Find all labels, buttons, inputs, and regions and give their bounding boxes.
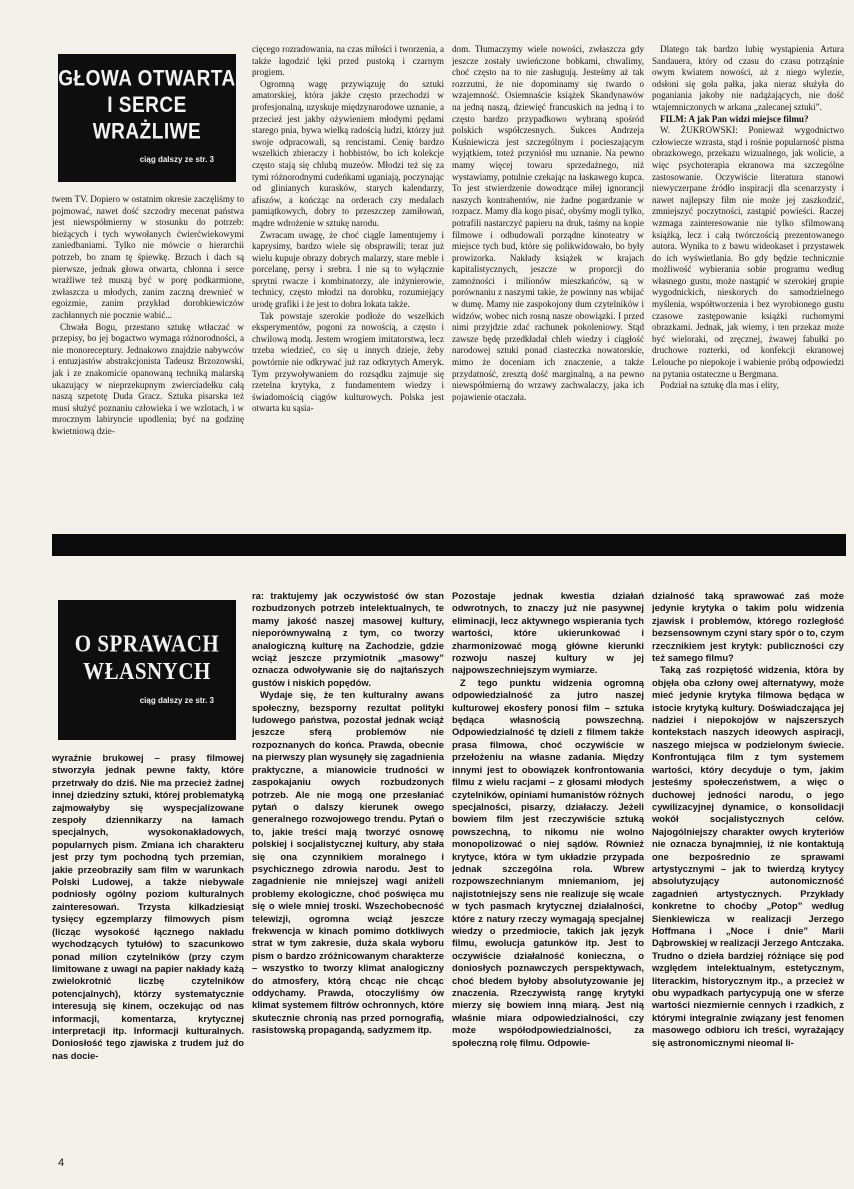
paragraph: Dlatego tak bardzo lubię wystąpienia Artura Sandauera, który od czasu do czasu potrząśnie owym kwiatem nowości, aż z niego wylezie, odsłoni się goła pałka, jaka nieraz służyła do poganiania jakoby nie nadążających, nie dość wtajemniczonych w arkana „zalecanej sztuki”. [652, 44, 844, 112]
column-2 [252, 590, 444, 1037]
paragraph: W. ŻUKROWSKI: Ponieważ wygodnictwo człowiecze wzrasta, stąd i rośnie popularność pisma obrazkowego, przekazu wizualnego, jak wolicie, a więc psychoterapia ekranowa ma szczególne zastosowanie. Oczywiście literatura stanowi niewyczerpane źródło inspiracji dla scenarzysty i nawet najlepszy film nie może jej zaszkodzić, zmniejszyć poczytności, zastąpić powieści. Raczej wzmaga zainteresowanie nie tylko sfilmowaną książką, lecz i całą twórczością prezentowanego autora. Wynika to z bawu wideokaset i przystawek do ich wyświetlania. Bo gdy będzie technicznie możliwość wybierania sobie programu według własnego gustu, może nastąpić w szerokiej grupie wygodnickich, nieskorych do samodzielnego myślenia, współtworzenia i bez wyrobionego gustu czasowe zastępowanie książki ruchomymi obrazkami. Jednak, jak wiemy, i ten przekaz może być wieloraki, od zręcznej, żwawej fabułki po druchowe rozterki, od konfekcji ekranowej Lelouche po niepokoje i wabienie próbą odpowiedzi na pytania ostateczne u Bergmana. [652, 125, 844, 379]
column-1 [52, 44, 244, 437]
column-4 [652, 44, 844, 392]
column-2 [252, 44, 444, 415]
article-o-sprawach-wlasnych [52, 590, 846, 1146]
paragraph: Ogromną wagę przywiązuję do sztuki amatorskiej, która jakże często przechodzi w profesjonalną, uzyskuje międzynarodowe uznanie, a przecież jest jakby ożywieniem młodymi pędami starego pnia, bywa wielką radością ludzi, którzy już swoje odpracowali, są rencistami. Cenię bardzo wszelkich zbieraczy i hobbistów, bo ich kolekcje często stają się chlubą muzeów. Młodzi też się za tymi różnorodnymi cudeńkami uganiają, poczynając od glinianych kurasków, starych kalendarzy, afiszów, a kończąc na orderach czy medalach pamiątkowych, dobry to przeszczep zamiłowań, mądre wdrożenie w sztukę narodu. [252, 78, 444, 228]
column-3 [452, 44, 644, 403]
title-box [58, 54, 236, 182]
paragraph: dzialność taką sprawować zaś może jedynie krytyka o takim polu widzenia zjawisk i problemów, którego rozległość bezsensownym czyni stary spór o to, czym rzecznikiem jest krytyk: publiczności czy też samego filmu? [652, 590, 844, 664]
paragraph: Taką zaś rozpiętość widzenia, która by objęła oba człony owej alternatywy, może mieć jedynie krytyka filmowa będąca w istocie krytyką kultury. Doświadczająca jej nadziei i niepokojów w najszerszych kontekstach naszych ideowych aspiracji, naszego miejsca w podzielonym świecie. Konfrontująca film z tym systemem wartości, który decyduje o tym, jakim jesteśmy społeczeństwem, a więc o duchowej jedności narodu, o jego cywilizacyjnej dynamice, o konsolidacji wokół socjalistycznych celów. Najogólniejszy charakter owych kryteriów nie oznacza bynajmniej, iż nie kontaktują one bezpośrednio ze sprawami artystycznymi – jak to twierdzą krytycy absolutyzujący autonomiczność zagadnień artystycznych. Przykłady konkretne to choćby „Potop” według Sienkiewicza w realizacji Jerzego Hoffmana i „Noce i dnie” Marii Dąbrowskiej w realizacji Jerzego Antczaka. Trudno o dzieła bardziej różniące się pod względem intelektualnym, estetycznym, literackim, historycznym itp., a przecież w obu wypadkach partycypują one w sferze wartości niezmiernie cennych i rzadkich, z którymi integralnie związany jest fenomen masowego odbioru ich treści, wyrażający się astronomicznymi nieomal li- [652, 664, 844, 1048]
paragraph: Wydaje się, że ten kulturalny awans społeczny, bezsporny rezultat polityki ludowego państwa, pozostał jednak wciąż jeszcze sferą problemów nie rozpoznanych do końca. Prawda, obecnie na pierwszy plan wysunęły się zagadnienia praktyczne, a mianowicie trudności w zaspokajaniu owych rozbudzonych potrzeb. Ale nie mogą one przesłaniać pytań o dalszy kierunek owego generalnego rozwojowego trendu. Pytań o to, jakie treści mają tworzyć osnowę polskiej i socjalistycznej kultury, aby stała się ona czynnikiem moralnego i psychicznego zdrowia narodu. Jest to zagadnienie nie mniejszej wagi aniżeli problemy ekologiczne, choć poświęca mu się o wiele mniej troski. Wszechobecność telewizji, ogromna wciąż jeszcze frekwencja w kinach pomimo dotkliwych strat w tym zakresie, duża skala wyboru pism o bardzo zróżnicowanym charakterze – wszystko to tworzy klimat analogiczny do atmosfery, którą chcąc nie chcąc oddychamy. Prawda, otoczyliśmy ów klimat systemem filtrów ochronnych, które skutecznie chronią nas przed pornografią, rasistowską propagandą, sadyzmem itp. [252, 689, 444, 1036]
paragraph: Tak powstaje szerokie podłoże do wszelkich eksperymentów, pogoni za nowością, a często i chwilową modą. Jestem wrogiem imitatorstwa, lecz trzeba wiedzieć, co się u innych dzieje, żeby powtórnie nie odkrywać już raz odkrytych Ameryk. Tym przywoływaniem do rozsądku zajmuje się rzetelna krytyka, z fundamentem wiedzy i świadomością ciągów kulturowych. Polska jest otwarta ku sąsia- [252, 310, 444, 414]
section-divider-bar [52, 534, 846, 556]
paragraph: wyraźnie brukowej – prasy filmowej stworzyła jednak pewne fakty, które przetrwały do dziś. Nie ma przecież żadnej innej dziedziny sztuki, której problematyką zajmowałyby się wyspecjalizowane zespoły dziennikarzy na łamach specjalnych, wysokonakładowych, popularnych pism. Zmiana ich charakteru jest przy tym pochodną tych przemian, jakie przeobraziły sam film w warunkach Polski Ludowej, a także niebywale podniosły ogólny poziom kulturalnych zainteresowań. Trzysta kilkadziesiąt tysięcy egzemplarzy filmowych pism (licząc wysokość łącznego nakładu wychodzących tytułów) to szacunkowo ponad milion czytelników (przy czym limitowane z uwagi na papier nakłady każą zwielokrotnić liczbę czytelników potencjalnych), którzy systematycznie interesują się kinem, oczekując od nas informacji, komentarza, krytycznej interpretacji itp. Informacji kulturalnych. Doniosłość tego zjawiska z trudem już do nas docie- [52, 752, 244, 1061]
continued-label: ciąg dalszy ze str. 3 [139, 695, 214, 705]
article-title: GŁOWA OTWARTA I SERCE WRAŻLIWE [58, 66, 236, 144]
paragraph: Podział na sztukę dla mas i elity, [660, 380, 779, 391]
column-text [52, 752, 244, 1062]
paragraph: Pozostaje jednak kwestia działań odwrotnych, to znaczy już nie pasywnej eliminacji, lecz aktywnego wspierania tych wartości, które ukierunkować i zharmonizować mogą główne kierunki rozwoju naszej kultury w jej najpowszechniejszym wymiarze. [452, 590, 644, 676]
paragraph: Z tego punktu widzenia ogromną odpowiedzialność za jutro naszej kulturowej ekosfery ponosi film – sztuka będąca własnością powszechną. Odpowiedzialność tę dzieli z filmem także prasa filmowa, choć oczywiście w przełożeniu na własne zadania. Między innymi jest to obowiązek konfrontowania filmu z wielu racjami – z głosami młodych czytelników, opiniami humanistów różnych specjalności, pisarzy, działaczy. Jeżeli bowiem film jest rzeczywiście sztuką powszechną, to nikomu nie wolno monopolizować o niej sądów. Również krytyce, która w tym układzie przypada jednak szczególna rola. Wbrew rozpowszechnianym mniemaniom, jej najistotniejszy sens nie realizuje się wcale w tych pasmach krytycznej działalności, które z natury rzeczy wymagają specjalnej wiedzy o przedmiocie, takich jak język filmu, ewolucja gatunków itp. Jest to oczywiście działalność konieczna, o doniosłych poznawczych perspektywach, choć bledem byłoby absolutyzowanie jej znaczenia. Rzeczywistą rangę krytyki mierzy się bowiem inną miarą. Jest nią właśnie miara odpowiedzialności, czy może współodpowiedzialności, za społeczną rolę filmu. Odpowie- [452, 676, 644, 1048]
continued-label: ciąg dalszy ze str. 3 [139, 154, 214, 164]
paragraph: ra: traktujemy jak oczywistość ów stan rozbudzonych potrzeb intelektualnych, te mamy jakość naszej masowej kultury, nieporównywalną z tym, co tworzy analogiczną kulturę na Zachodzie, gdzie wciąż jeszcze przymiotnik „masowy” oznacza odwoływanie się do najtańszych gustów i niskich popędów. [252, 590, 444, 688]
article-title: O SPRAWACH WŁASNYCH [74, 629, 220, 685]
paragraph: cięcego rozradowania, na czas miłości i tworzenia, a także łagodzić lęki przed pustoką i czarnym progiem. [252, 44, 444, 78]
column-3 [452, 590, 644, 1049]
column-4 [652, 590, 844, 1049]
column-1 [52, 590, 244, 1062]
page-number: 4 [58, 1157, 65, 1169]
column-text [52, 194, 244, 437]
article-glowa-otwarta [52, 44, 846, 522]
paragraph: Chwała Bogu, przestano sztukę wtłaczać w przepisy, bo jej bogactwo wymaga różnorodności, a nie monoreceptury. Jednakowo znajdzie nabywców i entuzjastów abstrakcjonista Tadeusz Brzozowski, jak i ze znakomicie opanowaną techniką malarską ukazujący w nieprzekupnym zwierciadełku całą naszą szpetotę Duda Gracz. Sztuka pisarska też musi służyć poznaniu człowieka i we wzlotach, i w mrocznym labiryncie upodlenia; być na godzinę kwietniową dzie- [52, 321, 244, 436]
paragraph: Zwracam uwagę, że choć ciągle lamentujemy i kaprysimy, bardzo wiele się obsprawili; teraz już wielu kupuje obrazy dobrych malarzy, stare meble i porcelanę, persy i srebra. I nie są to wyłącznie sprytni rwacze i kombinatorzy, ale inżynierowie, technicy, często młodzi na dorobku, rozumiejący urodę grafiki i że jest to dobra lokata także. [252, 229, 444, 310]
interview-question: FILM: A jak Pan widzi miejsce filmu? [660, 113, 809, 124]
paragraph: twem TV. Dopiero w ostatnim okresie zaczęliśmy to pojmować, nawet dość szczodry mecenat państwa jest niewspółmierny w stosunku do potrzeb: bieżących i tych wywołanych ćwierćwiekowymi zaniedbaniami. Tylko nie mówcie o hierarchii potrzeb, bo znam tę śpiewkę. Brzuch i dach są pierwsze, jednak głowa otwarta, chłonna i serce wrażliwe też muszą być w porę podkarmione, zwłaszcza u młodych, zanim zaczną drewnieć w egoizmie, zanim przykład dorobkiewiczów zachłannych nie pocznie wabić... [52, 194, 244, 320]
paragraph: dom. Tłumaczymy wiele nowości, zwłaszcza gdy jeszcze zostały uwieńczone bobkami, chwalimy, choć często na to nie zasługują. Jesteśmy aż tak rozrzutni, że nie dopominamy się twardo o wzajemność. Osiemnaście książek Skandynawów na jedną naszą, dziewięć francuskich na jedną i to często bardzo przypadkowo wybraną spośród polskich współczesnych. Sukces Andrzeja Kuśniewicza jest szczególnym i pocieszającym wyjątkiem, toteż przyniósł mu uznanie. Na pewno mamy więcej towaru sprzedażnego, niż wystawiamy, potulnie czekając na łaskawego kupca. To jest stwierdzenie dowodzące miłej ignorancji naszych kontrahentów, nie żadne pogardzanie w rozpacz. Mamy dla kogo pisać, obyśmy mogli tylko, potrafili nastarczyć papieru na druk, taśmy na kopie filmowe i odbudowali porządne kinoteatry w miejsce tych bud, które się polikwidowało, bo były prowizorka. Nakłady książek w krajach kapitalistycznych, jeszcze w proporcji do zamożności i milionów mieszkańców, są w porównaniu z naszymi takie, że powinny nas wbijać w dumę. Mamy nie zaspokojony tłum czytelników i widzów, wobec nich rosną nasze obowiązki. I przed nimi przyjdzie zdać rachunek pokoleniowy. Stąd zawsze będę przedkładał chleb wiedzy i ciągłość narodowej sztuki ponad ciasteczka nowatorskie, mimo że doceniam ich znaczenie, a także przydatność, zresztą dość marginalną, a na pewno niewspółmierną do wrzawy zachwalaczy, jaka ich pojawienie otaczała. [452, 44, 644, 402]
title-box [58, 600, 236, 740]
